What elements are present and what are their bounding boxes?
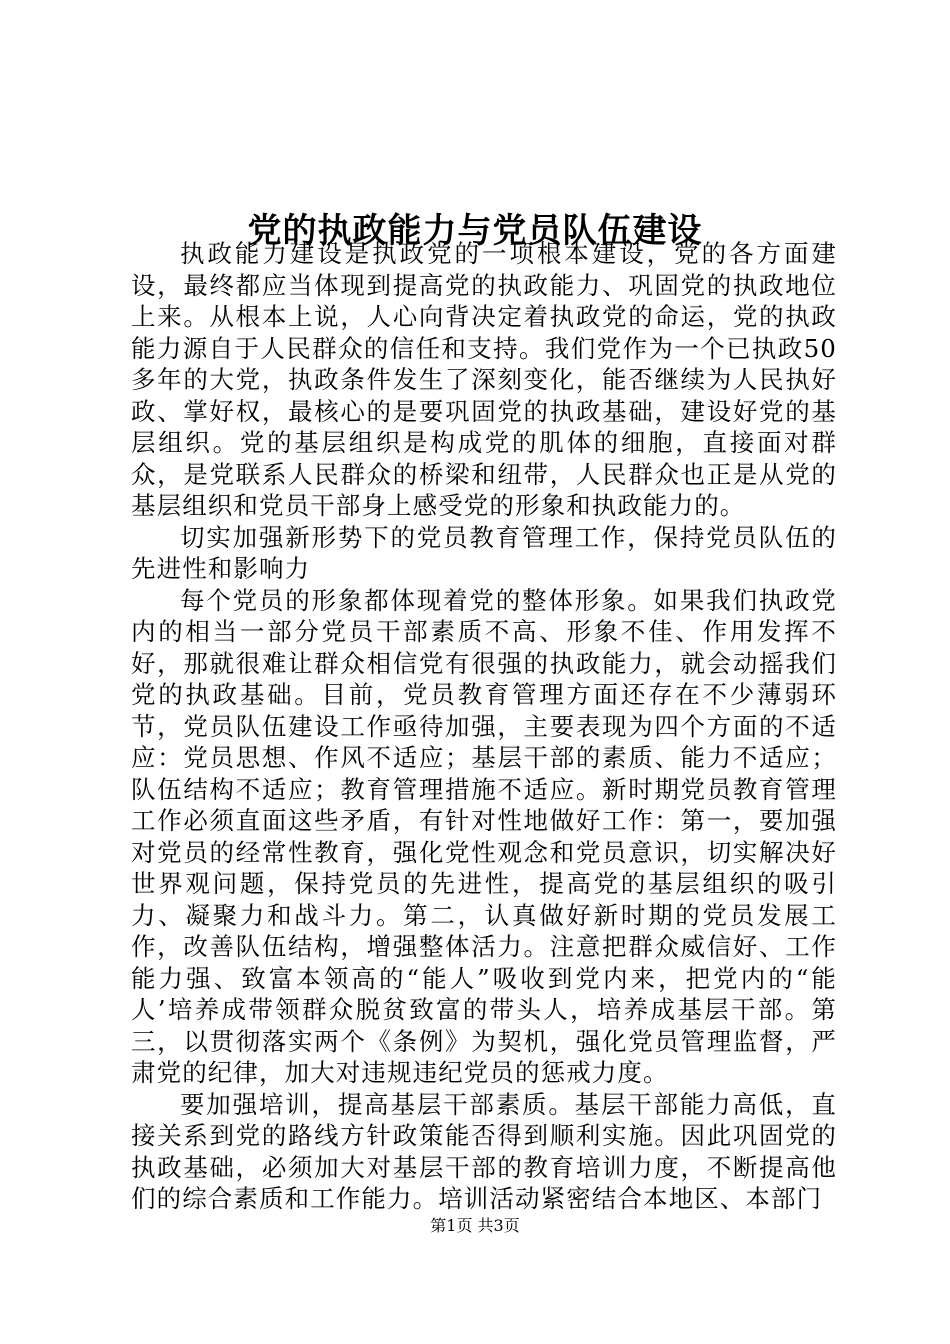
paragraph-4: 要加强培训，提高基层干部素质。基层干部能力高低，直接关系到党的路线方针政策能否得到顺利实施。因此巩固党的执政基础，必须加大对基层干部的教育培训力度，不断提高他们的综合素质和工作能力。培训活动紧密结合本地区、本部门 — [131, 1089, 837, 1213]
document-body — [131, 238, 837, 1215]
document-title: 党的执政能力与党员队伍建设 — [247, 210, 703, 251]
paragraph-3: 每个党员的形象都体现着党的整体形象。如果我们执政党内的相当一部分党员干部素质不高、形象不佳、作用发挥不好，那就很难让群众相信党有很强的执政能力，就会动摇我们党的执政基础。目前，党员教育管理方面还存在不少薄弱环节，党员队伍建设工作亟待加强，主要表现为四个方面的不适应：党员思想、作风不适应；基层干部的素质、能力不适应；队伍结构不适应；教育管理措施不适应。新时期党员教育管理工作必须直面这些矛盾，有针对性地做好工作：第一，要加强对党员的经常性教育，强化党性观念和党员意识，切实解决好世界观问题，保持党员的先进性，提高党的基层组织的吸引力、凝聚力和战斗力。第二，认真做好新时期的党员发展工作，改善队伍结构，增强整体活力。注意把群众威信好、工作能力强、致富本领高的“能人”吸收到党内来，把党内的“能人’培养成带领群众脱贫致富的带头人，培养成基层干部。第三，以贯彻落实两个《条例》为契机，强化党员管理监督，严肃党的纪律，加大对违规违纪党员的惩戒力度。 — [131, 585, 837, 1087]
paragraph-2-heading: 切实加强新形势下的党员教育管理工作，保持党员队伍的先进性和影响力 — [131, 522, 837, 583]
paragraph-1: 执政能力建设是执政党的一项根本建设，党的各方面建设，最终都应当体现到提高党的执政能力、巩固党的执政地位上来。从根本上说，人心向背决定着执政党的命运，党的执政能力源自于人民群众的信任和支持。我们党作为一个已执政50多年的大党，执政条件发生了深刻变化，能否继续为人民执好政、掌好权，最核心的是要巩固党的执政基础，建设好党的基层组织。党的基层组织是构成党的肌体的细胞，直接面对群众，是党联系人民群众的桥梁和纽带，人民群众也正是从党的基层组织和党员干部身上感受党的形象和执政能力的。 — [131, 239, 837, 520]
page-footer: 第1页 共3页 — [430, 1216, 520, 1235]
